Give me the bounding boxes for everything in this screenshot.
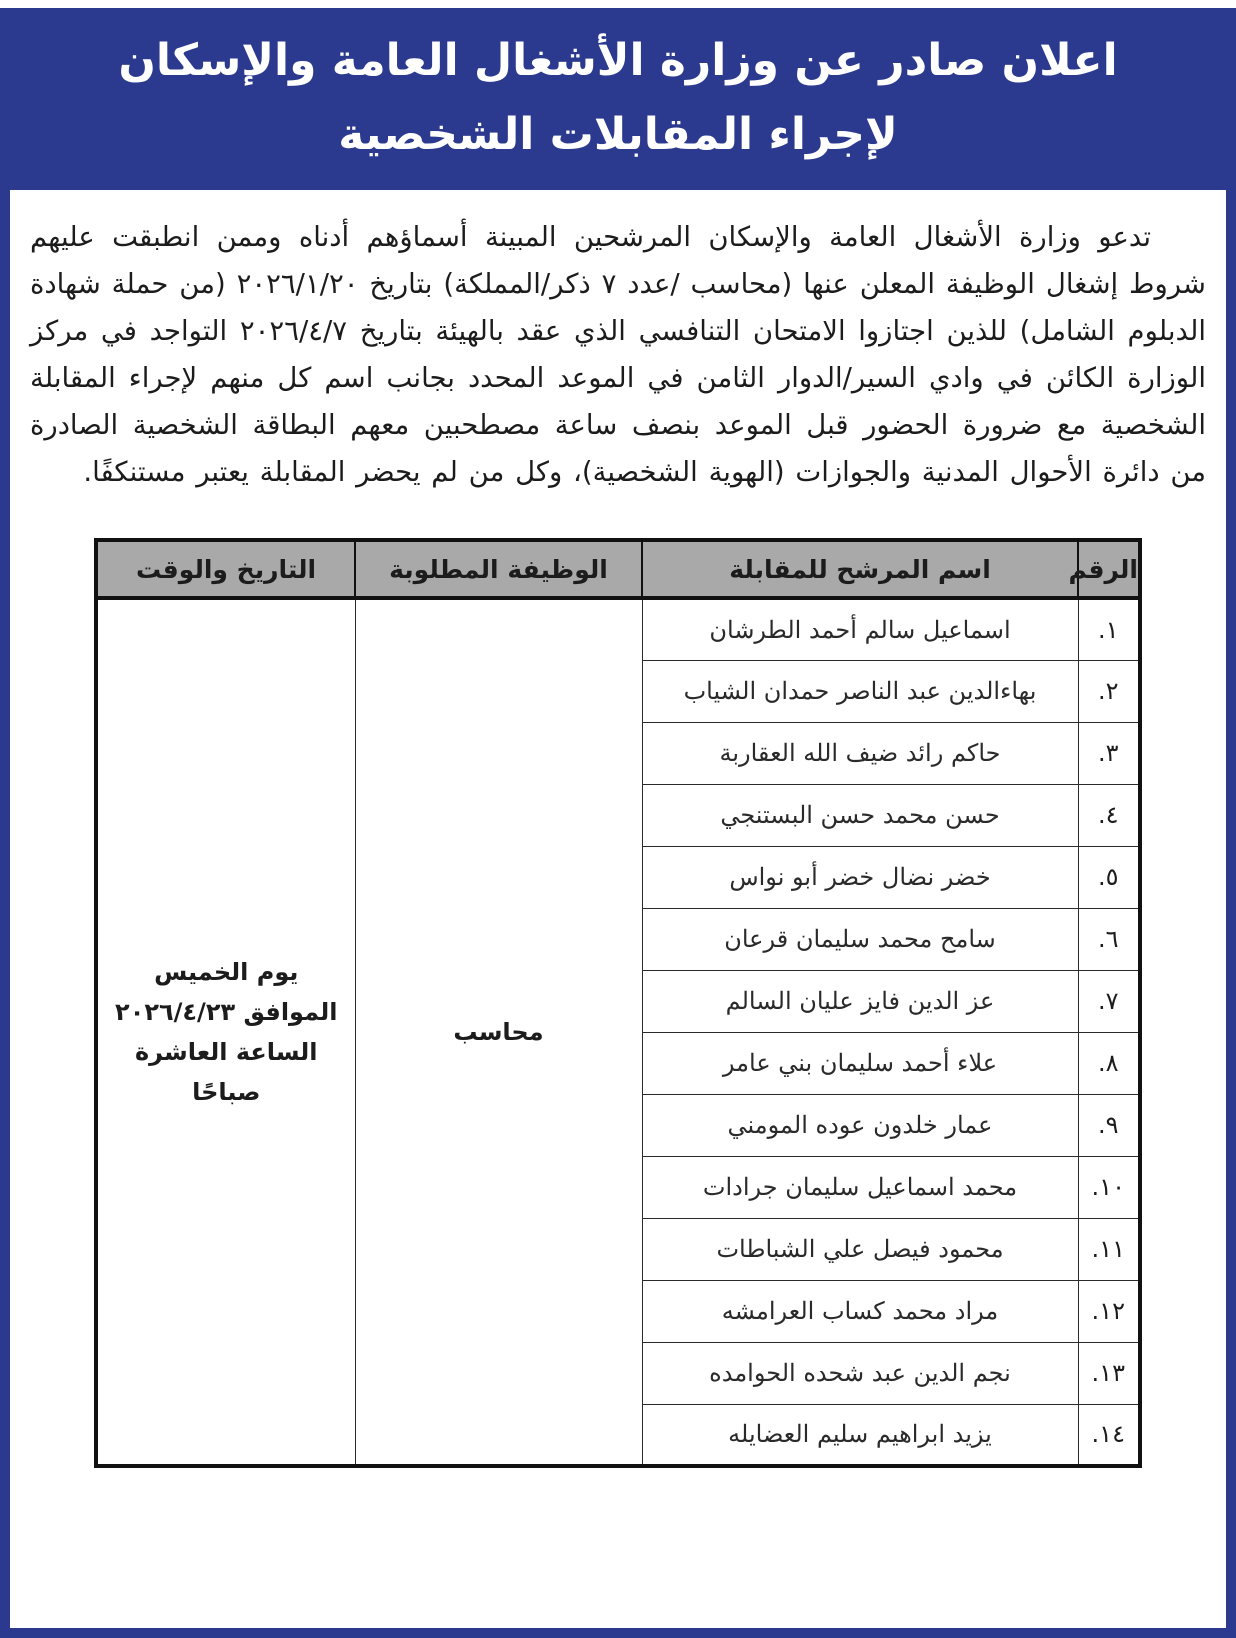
- column-header-number: الرقم: [1078, 540, 1140, 598]
- page-content: [10, 214, 1226, 1468]
- interview-schedule-table: [94, 538, 1142, 1468]
- table-row: [96, 598, 1140, 660]
- datetime-line: يوم الخميس: [154, 958, 299, 986]
- candidate-name-cell: محمد اسماعيل سليمان جرادات: [642, 1156, 1078, 1218]
- candidate-name-cell: يزيد ابراهيم سليم العضايله: [642, 1404, 1078, 1466]
- column-header-job: الوظيفة المطلوبة: [355, 540, 642, 598]
- announcement-paragraph: تدعو وزارة الأشغال العامة والإسكان المرشحين المبينة أسماؤهم أدناه وممن انطبقت عليهم شروط إشغال الوظيفة المعلن عنها (محاسب /عدد ٧ ذكر/المملكة) بتاريخ ٢٠٢٦/١/٢٠ (من حملة شهادة الدبلوم الشامل) للذين اجتازوا الامتحان التنافسي الذي عقد بالهيئة بتاريخ ٢٠٢٦/٤/٧ التواجد في مركز الوزارة الكائن في وادي السير/الدوار الثامن في الموعد المحدد بجانب اسم كل منهم لإجراء المقابلة الشخصية مع ضرورة الحضور قبل الموعد بنصف ساعة مصطحبين معهم البطاقة الشخصية الصادرة من دائرة الأحوال المدنية والجوازات (الهوية الشخصية)، وكل من لم يحضر المقابلة يعتبر مستنكفًا.: [30, 221, 1206, 488]
- row-number-cell: ٤.: [1078, 784, 1140, 846]
- job-cell: محاسب: [355, 598, 642, 1466]
- row-number-cell: ١٣.: [1078, 1342, 1140, 1404]
- candidate-name-cell: عز الدين فايز عليان السالم: [642, 970, 1078, 1032]
- row-number-cell: ٣.: [1078, 722, 1140, 784]
- candidate-name-cell: محمود فيصل علي الشباطات: [642, 1218, 1078, 1280]
- table-header-row: [96, 540, 1140, 598]
- page-header: [10, 8, 1226, 190]
- datetime-cell: [96, 598, 355, 1466]
- candidate-name-cell: حسن محمد حسن البستنجي: [642, 784, 1078, 846]
- row-number-cell: ٨.: [1078, 1032, 1140, 1094]
- candidate-name-cell: خضر نضال خضر أبو نواس: [642, 846, 1078, 908]
- page-title-line1: اعلان صادر عن وزارة الأشغال العامة والإسكان: [118, 35, 1118, 86]
- row-number-cell: ١١.: [1078, 1218, 1140, 1280]
- datetime-line: الموافق ٢٠٢٦/٤/٢٣: [115, 998, 338, 1026]
- row-number-cell: ٥.: [1078, 846, 1140, 908]
- row-number-cell: ١٠.: [1078, 1156, 1140, 1218]
- datetime-line: الساعة العاشرة صباحًا: [135, 1038, 318, 1106]
- row-number-cell: ٢.: [1078, 660, 1140, 722]
- candidate-name-cell: نجم الدين عبد شحده الحوامده: [642, 1342, 1078, 1404]
- candidate-name-cell: اسماعيل سالم أحمد الطرشان: [642, 598, 1078, 660]
- candidate-name-cell: عمار خلدون عوده المومني: [642, 1094, 1078, 1156]
- candidate-name-cell: سامح محمد سليمان قرعان: [642, 908, 1078, 970]
- row-number-cell: ١.: [1078, 598, 1140, 660]
- row-number-cell: ٦.: [1078, 908, 1140, 970]
- row-number-cell: ١٢.: [1078, 1280, 1140, 1342]
- column-header-datetime: التاريخ والوقت: [96, 540, 355, 598]
- candidate-name-cell: حاكم رائد ضيف الله العقاربة: [642, 722, 1078, 784]
- column-header-name: اسم المرشح للمقابلة: [642, 540, 1078, 598]
- candidate-name-cell: مراد محمد كساب العرامشه: [642, 1280, 1078, 1342]
- page-frame: [0, 8, 1236, 1638]
- page-title-line2: لإجراء المقابلات الشخصية: [338, 109, 898, 160]
- row-number-cell: ١٤.: [1078, 1404, 1140, 1466]
- row-number-cell: ٧.: [1078, 970, 1140, 1032]
- row-number-cell: ٩.: [1078, 1094, 1140, 1156]
- candidate-name-cell: علاء أحمد سليمان بني عامر: [642, 1032, 1078, 1094]
- candidate-name-cell: بهاءالدين عبد الناصر حمدان الشياب: [642, 660, 1078, 722]
